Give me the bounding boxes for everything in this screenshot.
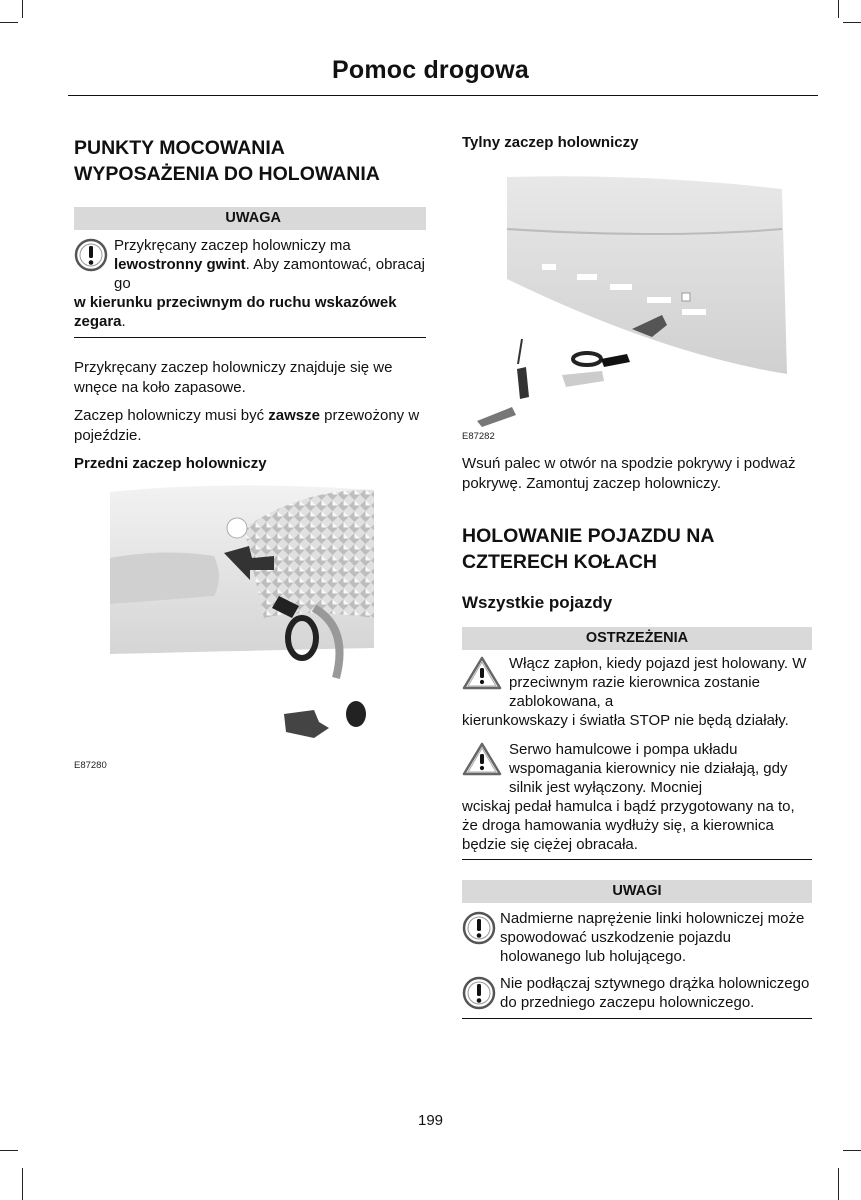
note-box: [462, 974, 812, 1012]
notes-label: UWAGI: [612, 883, 662, 899]
crop-mark: [22, 1168, 23, 1200]
paragraph-part: Zaczep holowniczy musi być: [74, 407, 269, 424]
note-box: [462, 909, 812, 966]
section-heading-mounting: [74, 135, 426, 187]
warning-box: [462, 740, 812, 854]
page-title: Pomoc drogowa: [331, 56, 530, 84]
heading-line: CZTERECH KOŁACH: [462, 551, 657, 573]
warning-box: [462, 654, 812, 730]
heading-line: PUNKTY MOCOWANIA: [74, 137, 285, 159]
rear-tow-hook-illustration: [462, 159, 812, 429]
paragraph-emphasis: zawsze: [268, 407, 320, 424]
crop-mark: [843, 22, 861, 23]
note-bottom-rule: [74, 337, 426, 338]
note-text: Nie podłączaj sztywnego drążka holowniczego do przedniego zaczepu holowniczego.: [500, 975, 810, 1011]
warning-text-continued: wciskaj pedał hamulca i bądź przygotowany na to, że droga hamowania wydłuży się, a kierownica będzie się ciężej obracała.: [462, 798, 795, 853]
note-label: UWAGA: [225, 210, 281, 226]
section-heading-towing: [462, 523, 812, 575]
crop-mark: [838, 0, 839, 18]
page-number: 199: [417, 1112, 444, 1129]
caution-icon: [462, 976, 496, 1010]
warning-label: OSTRZEŻENIA: [585, 630, 689, 646]
crop-mark: [838, 1168, 839, 1200]
figure-label: E87280: [74, 760, 107, 771]
crop-mark: [0, 1150, 18, 1151]
paragraph: Przykręcany zaczep holowniczy znajduje się we wnęce na koło zapasowe.: [74, 359, 393, 396]
note-text-part: . Aby zamontować, obracaj go: [114, 256, 425, 292]
front-hook-heading: Przedni zaczep holowniczy: [74, 455, 267, 472]
warning-triangle-icon: [462, 656, 502, 690]
note-emphasis: lewostronny gwint: [114, 256, 246, 273]
header-divider: [68, 95, 818, 96]
all-vehicles-heading: Wszystkie pojazdy: [462, 593, 613, 612]
note-text-continued: [74, 293, 426, 331]
rear-hook-heading: Tylny zaczep holowniczy: [462, 134, 639, 151]
crop-mark: [843, 1150, 861, 1151]
paragraph-part: przewożony w pojeździe.: [74, 407, 420, 444]
note-bar: [74, 207, 426, 230]
heading-line: HOLOWANIE POJAZDU NA: [462, 525, 715, 547]
note-emphasis: w kierunku przeciwnym do ruchu wskazówek zegara: [74, 294, 397, 330]
note-text-part: .: [121, 313, 126, 330]
notes-bottom-rule: [462, 1018, 812, 1019]
note-box: [74, 236, 426, 331]
paragraph: [74, 406, 426, 445]
note-text: [74, 236, 426, 293]
notes-bar: [462, 880, 812, 903]
paragraph: Wsuń palec w otwór na spodzie pokrywy i podważ pokrywę. Zamontuj zaczep holowniczy.: [462, 455, 796, 492]
note-text: Nadmierne naprężenie linki holowniczej może spowodować uszkodzenie pojazdu holowanego lub holującego.: [500, 910, 805, 965]
warning-triangle-icon: [462, 742, 502, 776]
left-column: [74, 135, 426, 771]
crop-mark: [0, 22, 18, 23]
caution-icon: [462, 911, 496, 945]
figure-label: E87282: [462, 431, 495, 442]
caution-icon: [74, 238, 108, 272]
heading-line: WYPOSAŻENIA DO HOLOWANIA: [74, 163, 380, 185]
warning-text: Włącz zapłon, kiedy pojazd jest holowany. W przeciwnym razie kierownica zostanie zablokowana, a: [509, 655, 807, 710]
warning-text-continued: kierunkowskazy i światła STOP nie będą działały.: [462, 712, 789, 729]
warning-bottom-rule: [462, 859, 812, 860]
crop-mark: [22, 0, 23, 18]
front-tow-hook-illustration: [74, 478, 426, 758]
warning-text: Serwo hamulcowe i pompa układu wspomagania kierownicy nie działają, gdy silnik jest wyłączony. Mocniej: [509, 741, 788, 796]
note-text-part: Przykręcany zaczep holowniczy ma: [114, 237, 351, 254]
warning-bar: [462, 627, 812, 650]
right-column: [462, 134, 812, 1019]
